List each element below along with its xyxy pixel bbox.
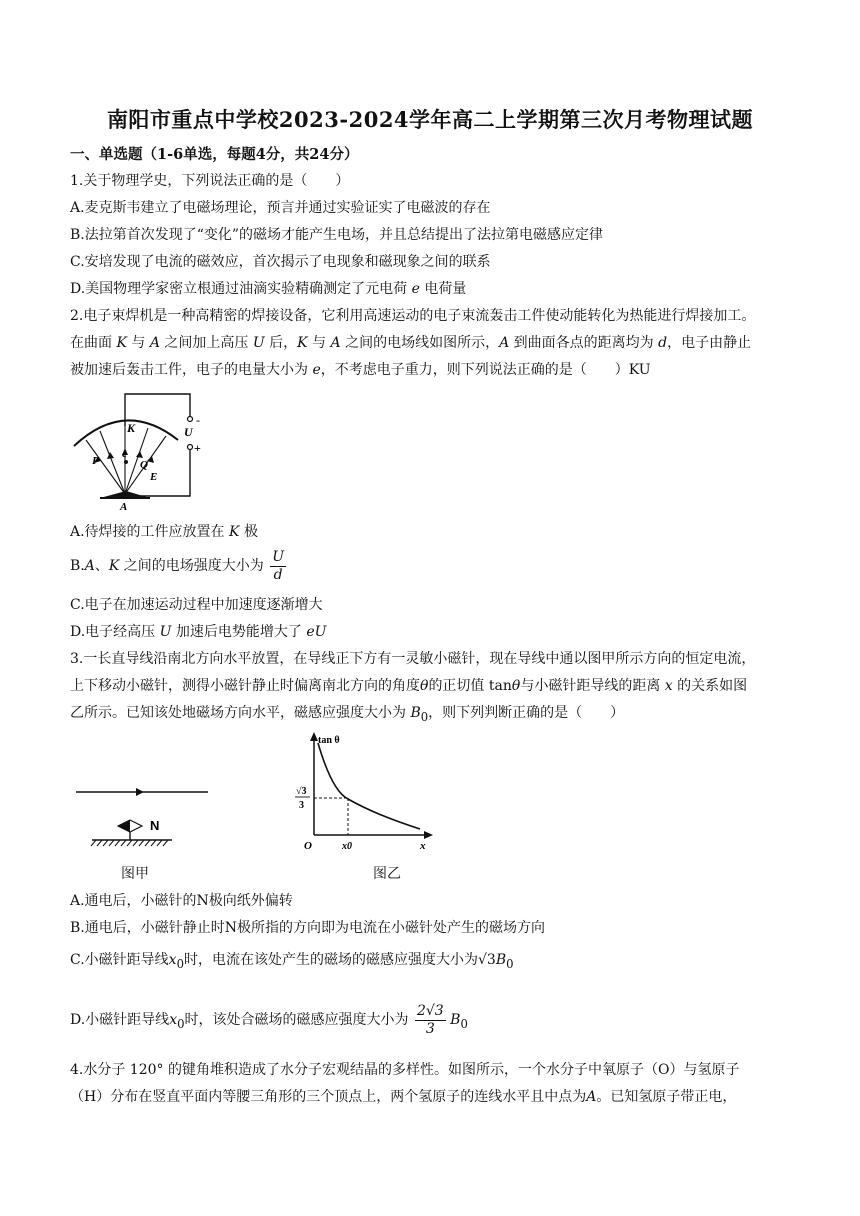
q2-option-a: A.待焊接的工件应放置在 K 极: [70, 524, 258, 540]
terminal-plus: [188, 445, 193, 450]
section-heading: 一、单选题（1-6单选，每题4分，共24分）: [70, 146, 359, 163]
q1-option-b: B.法拉第首次发现了“变化”的磁场才能产生电场，并且总结提出了法拉第电磁感应定律: [70, 227, 604, 243]
q3-option-d: D.小磁针距导线$x_0$时，该处合磁场的磁感应强度大小为 $\frac{2√3}{3}$ $B_0$: [70, 1002, 468, 1037]
label-plus: +: [194, 441, 201, 455]
figure-yi-caption: 图乙: [373, 866, 401, 882]
y-tick-numerator: √3: [296, 786, 307, 797]
q2-stem-line1: 2.电子束焊机是一种高精密的焊接设备，它利用高速运动的电子束流轰击工件使动能转化为热能进行焊接加工。: [70, 308, 756, 324]
page-title: 南阳市重点中学校2023-2024学年高二上学期第三次月考物理试题: [106, 107, 754, 132]
label-e-field: E: [150, 471, 158, 483]
origin-label: O: [304, 840, 312, 852]
q2-fraction-ud: $\frac{U}{d}$: [272, 548, 285, 583]
figure-yi-tan-theta-graph: [292, 731, 442, 853]
q3-stem-line1: 3.一长直导线沿南北方向水平放置，在导线正下方有一灵敏小磁针，现在导线中通以图甲所示方向的恒定电流，: [70, 651, 756, 667]
x0-label: x0: [342, 841, 352, 852]
q3-option-c: C.小磁针距导线$x_0$时，电流在该处产生的磁场的磁感应强度大小为$√3B_0$: [70, 952, 514, 971]
label-a: A: [120, 501, 128, 512]
q3-stem-line3: 乙所示。已知该处地磁场方向水平，磁感应强度大小为 $B_0$，则下列判断正确的是（ ）: [70, 705, 625, 724]
figure-jia-wire-and-needle: [72, 780, 212, 850]
terminal-minus: [188, 417, 193, 422]
y-tick-denominator: 3: [299, 800, 304, 811]
q1-option-d: D.美国物理学家密立根通过油滴实验精确测定了元电荷 e 电荷量: [70, 281, 467, 297]
q3-option-b: B.通电后，小磁针静止时N极所指的方向即为电流在小磁针处产生的磁场方向: [70, 920, 545, 936]
q1-stem: 1.关于物理学史，下列说法正确的是（ ）: [70, 173, 350, 189]
label-p: P: [92, 455, 99, 467]
x-axis-label: x: [420, 840, 426, 852]
q3-stem-line2: 上下移动小磁针，测得小磁针静止时偏离南北方向的角度θ的正切值 tanθ与小磁针距导线的距离 x 的关系如图: [70, 678, 748, 694]
label-k: K: [127, 421, 136, 435]
tan-theta-curve: [318, 743, 420, 829]
q1-option-c: C.安培发现了电流的磁效应，首次揭示了电现象和磁现象之间的联系: [70, 254, 491, 270]
q4-stem-line2: （H）分布在竖直平面内等腰三角形的三个顶点上，两个氢原子的连线水平且中点为A。已知氢原子带正电，: [70, 1089, 737, 1105]
label-q: Q: [140, 459, 148, 471]
label-n: N: [150, 818, 160, 833]
label-minus: -: [196, 413, 200, 427]
q1-option-a: A.麦克斯韦建立了电磁场理论，预言并通过实验证实了电磁波的存在: [70, 200, 491, 216]
workpiece-a: [100, 491, 150, 498]
electron-beam-welder-figure: [70, 388, 210, 512]
current-arrow: [136, 788, 144, 796]
curved-electrode-k: [74, 420, 178, 446]
q2-option-b: B.A、K 之间的电场强度大小为 $\frac{U}{d}$: [70, 548, 285, 583]
y-axis-label: tan θ: [318, 735, 340, 746]
figure-jia-caption: 图甲: [121, 866, 149, 882]
q2-stem-line2: 在曲面 K 与 A 之间加上高压 U 后，K 与 A 之间的电场线如图所示，A 到曲面各点的距离均为 d，电子由静止: [70, 335, 752, 351]
q2-stem-line3: 被加速后轰击工件，电子的电量大小为 e，不考虑电子重力，则下列说法正确的是（ ）KU: [70, 362, 651, 378]
ground-hatch: [91, 840, 168, 846]
label-u: U: [184, 425, 193, 439]
q3-option-a: A.通电后，小磁针的N极向纸外偏转: [70, 893, 293, 909]
q2-option-d: D.电子经高压 U 加速后电势能增大了 eU: [70, 624, 327, 640]
q4-stem-line1: 4.水分子 120° 的键角堆积造成了水分子宏观结晶的多样性。如图所示，一个水分子中氧原子（O）与氢原子: [70, 1062, 740, 1078]
q2-option-c: C.电子在加速运动过程中加速度逐渐增大: [70, 597, 323, 613]
label-e-electron: e: [122, 448, 127, 460]
q3-fraction-2root3-over-3: $\frac{2√3}{3}$: [416, 1002, 444, 1037]
